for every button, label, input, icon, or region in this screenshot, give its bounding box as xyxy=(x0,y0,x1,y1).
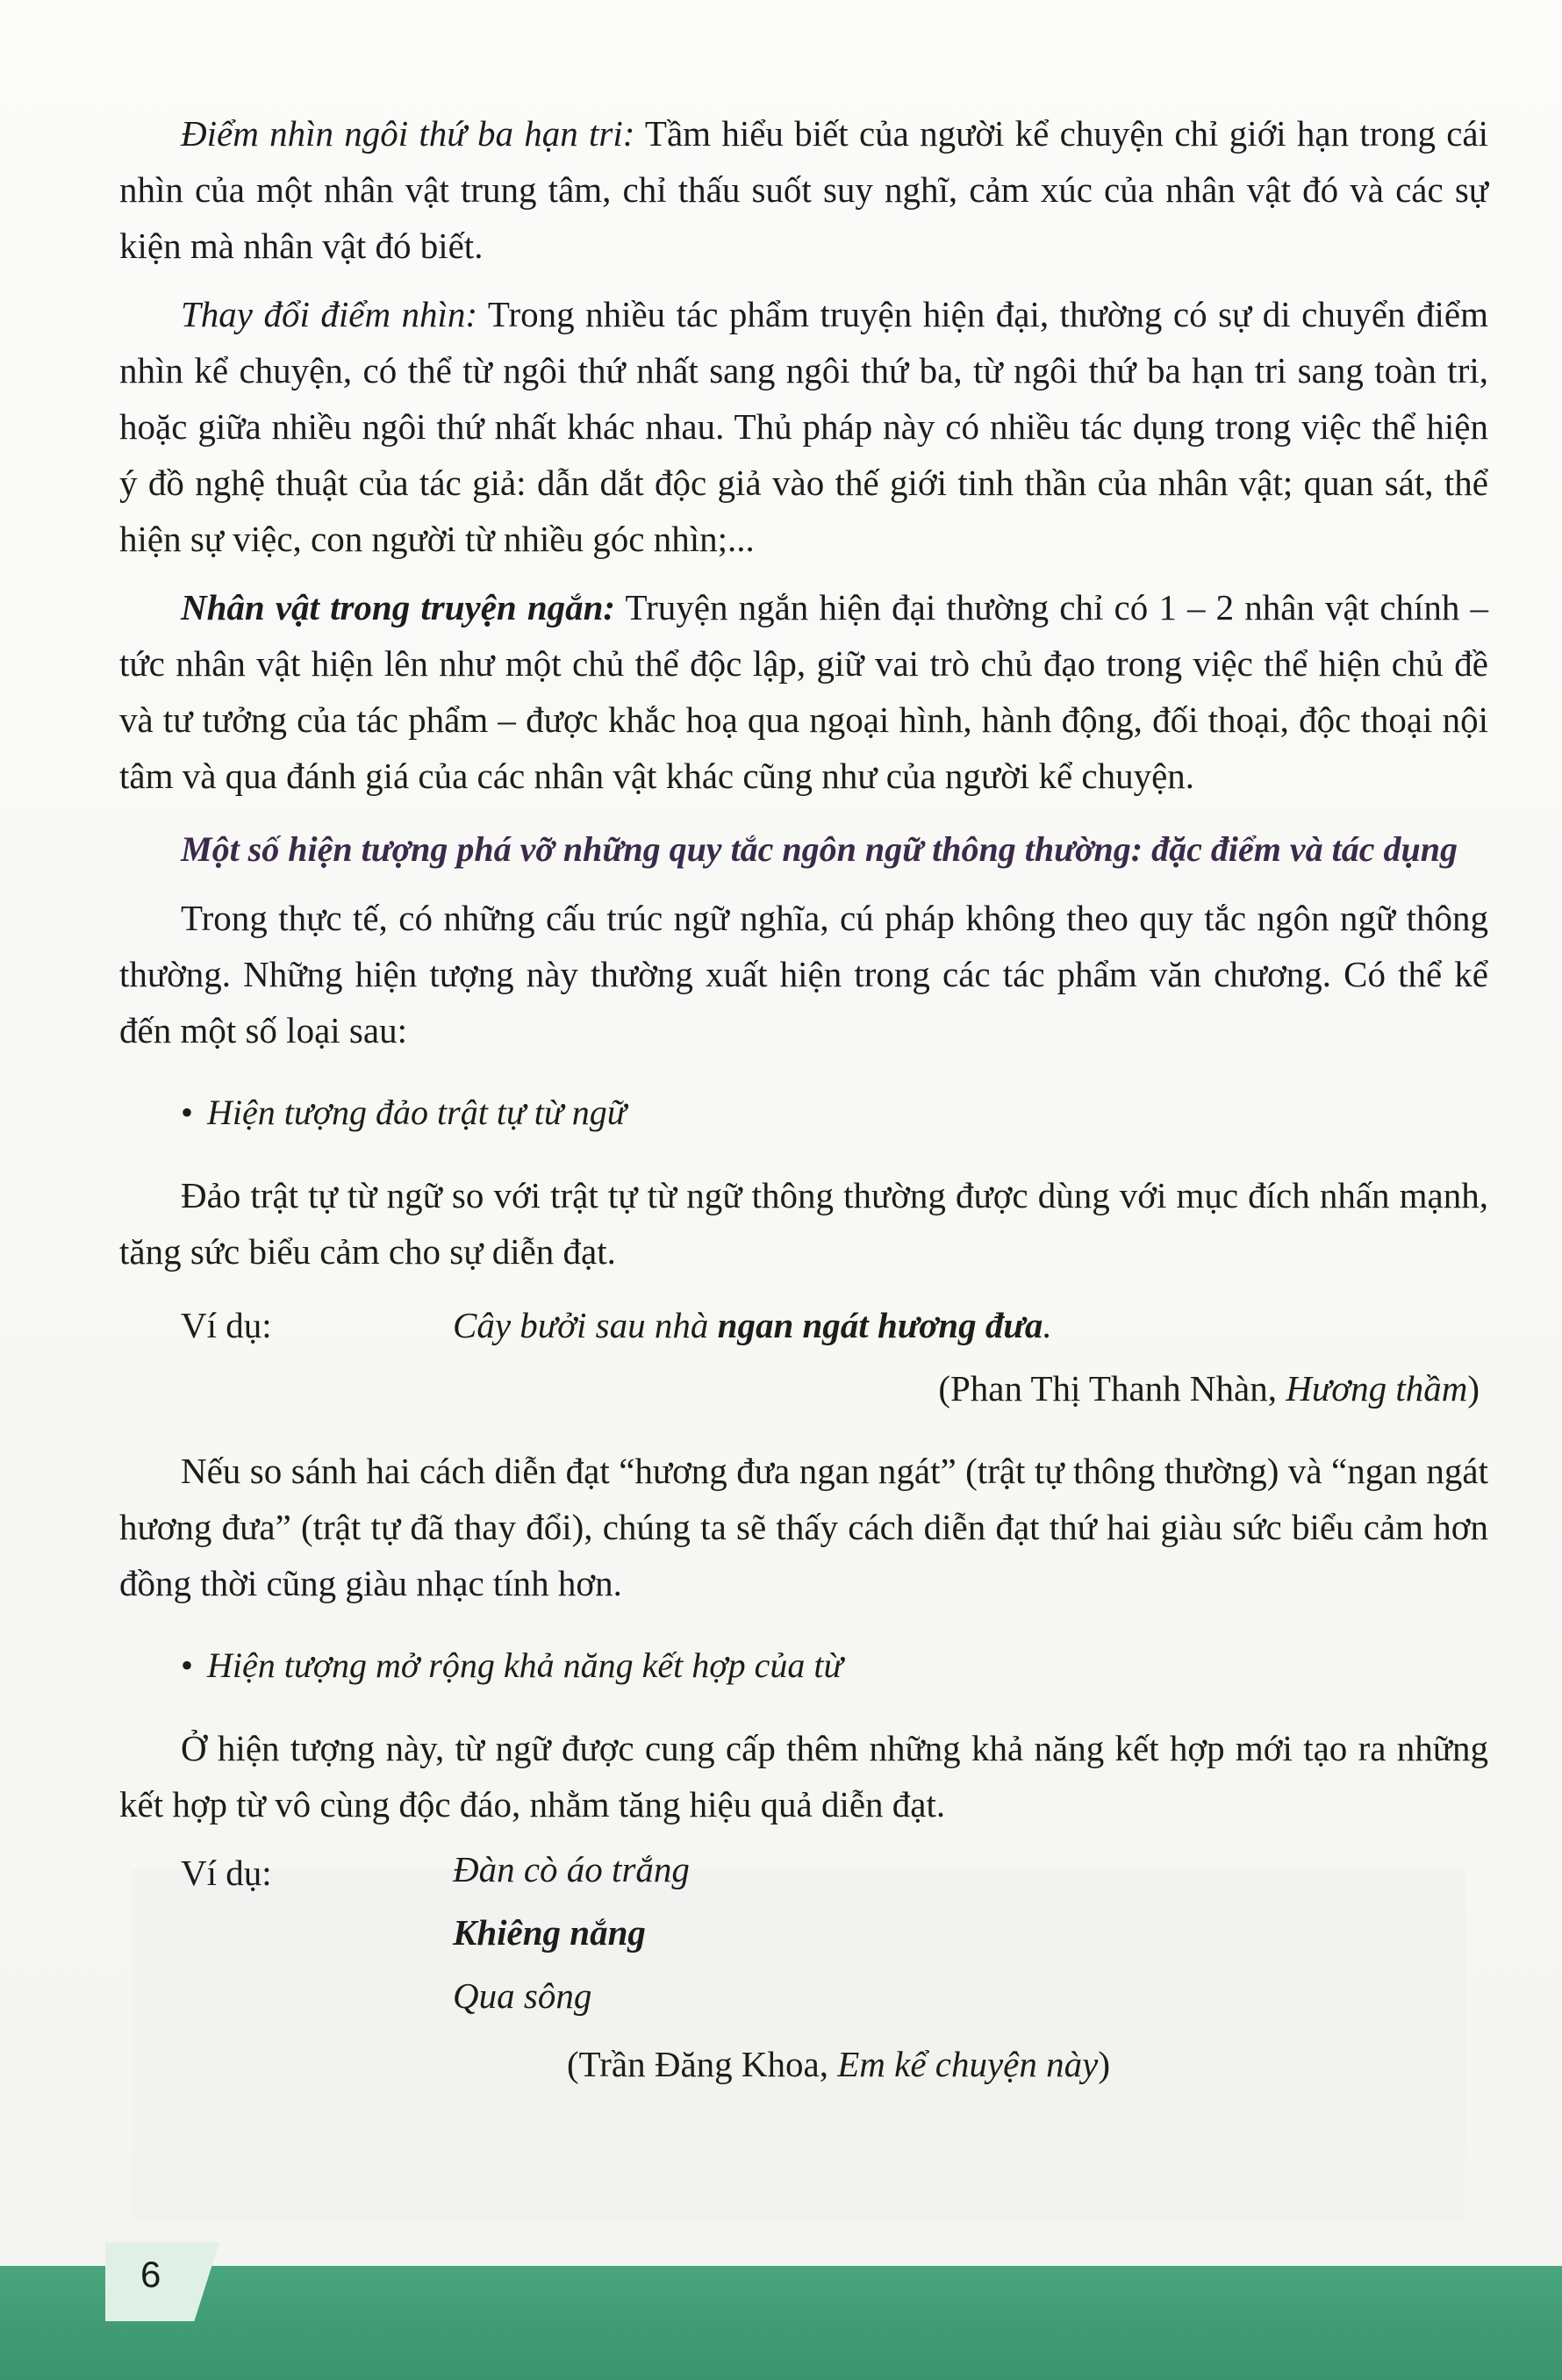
poem-line-3: Qua sông xyxy=(453,1975,592,2016)
source-end-1: ) xyxy=(1467,1368,1480,1409)
source-citation-2 xyxy=(567,2036,1488,2092)
paragraph-intro: Trong thực tế, có những cấu trúc ngữ nghĩa, cú pháp không theo quy tắc ngôn ngữ thông thường. Những hiện tượng này thường xuất hiện trong các tác phẩm văn chương. Có thể kể đến một số loại sau: xyxy=(119,898,1488,1050)
example-end: . xyxy=(1043,1305,1052,1345)
example-bold: ngan ngát hương đưa xyxy=(717,1305,1043,1345)
poem xyxy=(453,1838,1488,2027)
poem-line-2: Khiêng nắng xyxy=(453,1912,646,1953)
paragraph-third-person xyxy=(119,105,1488,274)
bullet-word-order xyxy=(181,1085,1488,1141)
bullet-dot-icon: • xyxy=(181,1093,194,1132)
term-character: Nhân vật trong truyện ngắn: xyxy=(181,587,616,627)
paragraph-analysis: Nếu so sánh hai cách diễn đạt “hương đưa ngan ngát” (trật tự thông thường) và “ngan ngát hương đưa” (trật tự đã thay đổi), chúng ta sẽ thấy cách diễn đạt thứ hai giàu sức biểu cảm hơn đồng thời cũng giàu nhạc tính hơn. xyxy=(119,1451,1488,1603)
paragraph-word-order: Đảo trật tự từ ngữ so với trật tự từ ngữ thông thường được dùng với mục đích nhấn mạnh, tăng sức biểu cảm cho sự diễn đạt. xyxy=(119,1175,1488,1272)
paragraph-character xyxy=(119,579,1488,804)
page-content xyxy=(119,105,1488,2092)
source-end-2: ) xyxy=(1098,2044,1110,2084)
source-author-1: (Phan Thị Thanh Nhàn, xyxy=(938,1368,1286,1409)
poem-line-1: Đàn cò áo trắng xyxy=(453,1849,690,1889)
section-heading: Một số hiện tượng phá vỡ những quy tắc ngôn ngữ thông thường: đặc điểm và tác dụng xyxy=(181,829,1458,869)
term-third-person: Điểm nhìn ngôi thứ ba hạn tri: xyxy=(181,113,635,154)
source-title-1: Hương thầm xyxy=(1286,1368,1468,1409)
term-change-viewpoint: Thay đổi điểm nhìn: xyxy=(181,294,478,334)
source-citation-1 xyxy=(119,1360,1488,1416)
example-plain: Cây bưởi sau nhà xyxy=(453,1305,718,1345)
footer-band xyxy=(0,2266,1562,2380)
example-label-1: Ví dụ: xyxy=(181,1305,272,1345)
source-author-2: (Trần Đăng Khoa, xyxy=(567,2044,838,2084)
example-label-2: Ví dụ: xyxy=(181,1853,272,1893)
page-number: 6 xyxy=(140,2254,161,2295)
text-change-viewpoint: Trong nhiều tác phẩm truyện hiện đại, thường có sự di chuyển điểm nhìn kể chuyện, có thể từ ngôi thứ nhất sang ngôi thứ ba, từ ngôi thứ ba hạn tri sang toàn tri, hoặc giữa nhiều ngôi thứ nhất khác nhau. Thủ pháp này có nhiều tác dụng trong việc thể hiện ý đồ nghệ thuật của tác giả: dẫn dắt độc giả vào thế giới tinh thần của nhân vật; quan sát, thể hiện sự việc, con người từ nhiều góc nhìn;... xyxy=(119,294,1488,559)
paragraph-combination: Ở hiện tượng này, từ ngữ được cung cấp thêm những khả năng kết hợp mới tạo ra những kết hợp từ vô cùng độc đáo, nhằm tăng hiệu quả diễn đạt. xyxy=(119,1728,1488,1824)
example-text-1 xyxy=(453,1297,1052,1353)
bullet-combination-title: Hiện tượng mở rộng khả năng kết hợp của từ xyxy=(207,1645,843,1685)
paragraph-change-viewpoint xyxy=(119,286,1488,567)
bullet-word-order-title: Hiện tượng đảo trật tự từ ngữ xyxy=(207,1093,627,1132)
text-character: Truyện ngắn hiện đại thường chỉ có 1 – 2 nhân vật chính – tức nhân vật hiện lên như một chủ thể độc lập, giữ vai trò chủ đạo trong việc thể hiện chủ đề và tư tưởng của tác phẩm – được khắc hoạ qua ngoại hình, hành động, đối thoại, độc thoại nội tâm và qua đánh giá của các nhân vật khác cũng như của người kể chuyện. xyxy=(119,587,1488,796)
bullet-combination xyxy=(181,1638,1488,1694)
example-row-1 xyxy=(181,1297,1488,1353)
text-third-person: Tầm hiểu biết của người kể chuyện chỉ giới hạn trong cái nhìn của một nhân vật trung tâm, chỉ thấu suốt suy nghĩ, cảm xúc của nhân vật đó và các sự kiện mà nhân vật đó biết. xyxy=(119,113,1489,266)
bullet-dot-icon: • xyxy=(181,1645,194,1685)
source-title-2: Em kể chuyện này xyxy=(837,2044,1099,2084)
